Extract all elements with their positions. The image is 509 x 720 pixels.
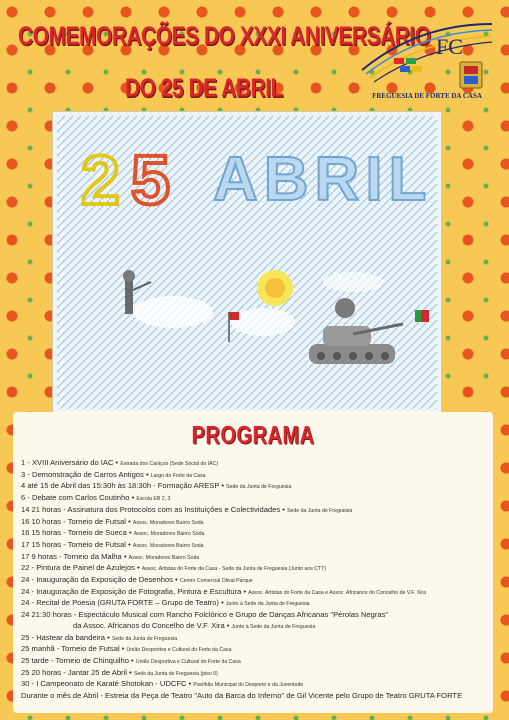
program-item-text: 30 - I Campeonato de Karaté Shotokan - UDCFC <box>21 679 187 689</box>
program-item: 25 20 horas - Jantar 25 de Abril • Sede da Junta de Freguesia (piso 0) <box>21 667 218 677</box>
drawing-number-5: 5 <box>131 141 170 219</box>
program-item: 17 15 horas - Torneio de Futsal • Assoc. Moradores Bairro Soda <box>21 539 204 549</box>
program-item-text: 17 15 horas - Torneio de Futsal <box>21 539 126 549</box>
program-item-location: Sede da Junta de Freguesia (piso 0) <box>133 670 218 677</box>
program-item-text: 17 9 horas - Torneio da Malha <box>21 551 122 561</box>
program-item: 14 21 horas - Assinatura dos Protocolos com as Instituições e Colectividades • Sede da Junta de Freguesia <box>21 504 353 514</box>
program-item-location: Assoc. Moradores Bairro Soda <box>132 519 204 526</box>
program-item-location: União Desportiva e Cultural do Forte da Casa <box>126 647 232 654</box>
program-item: 1 - XVIII Aniversário do IAC • Estrada dos Caniços (Sede Social do IAC) <box>21 458 219 467</box>
logo-initials: FC <box>436 34 463 59</box>
logo-caption: FREGUESIA DE FORTE DA CASA <box>372 92 482 100</box>
program-item-location: Junto à Sede da Junta de Freguesia <box>231 623 316 630</box>
program-item-text: 3 - Demonstração de Carros Antigos <box>21 469 144 479</box>
program-item-location: União Desportiva e Cultural do Forte da Casa <box>135 658 241 665</box>
program-item-text: 24 21:30 horas - Espectáculo Musical com Rancho Folclórico e Grupo de Danças Africanas "Pérolas Negras" <box>21 610 389 620</box>
program-item: 24 - Inauguração da Exposição de Desenhos • Centro Comercial Olival Parque <box>21 575 253 585</box>
program-item-location: Sede da Junta de Freguesia <box>226 484 292 491</box>
program-item-text: 22 - Pintura de Painel de Azulejos <box>21 563 135 573</box>
program-item-text: 16 10 horas - Torneio de Futsal <box>21 516 126 526</box>
program-item-text: 24 - Inauguração da Exposição de Desenhos <box>21 575 173 585</box>
program-item-location: Assoc. Artistas do Forte da Casa e Assoc. Africanos do Concelho de V.F. Xira <box>248 589 426 596</box>
program-item-text: da Assoc. Africanos do Concelho de V.F. Xira <box>73 620 225 630</box>
program-item-text: 25 20 horas - Jantar 25 de Abril <box>21 667 127 677</box>
program-item-location: Escola EB 2, 3 <box>136 496 171 503</box>
program-item: 16 15 horas - Torneio de Sueca • Assoc. Moradores Bairro Soda <box>21 528 205 538</box>
program-item-text: 24 - Inauguração de Exposição de Fotografia, Pintura e Escultura <box>21 586 242 596</box>
program-list <box>21 458 489 702</box>
program-item-text: 25 - Hastear da bandeira <box>21 632 106 642</box>
title-line-1: COMEMORAÇÕES DO XXXI ANIVERSÁRIO <box>18 22 431 51</box>
program-item-location: Junto à Sede da Junta de Freguesia <box>225 601 310 608</box>
program-item: 22 - Pintura de Painel de Azulejos • Assoc. Artistas do Forte da Casa - Sede da Junta de Freguesia (Junto aos CTT) <box>21 563 327 573</box>
program-item-location: Sede da Junta de Freguesia <box>287 507 353 514</box>
program-item: 24 - Recital de Poesia (GRUTA FORTE – Grupo de Teatro) • Junto à Sede da Junta de Freguesia <box>21 598 310 608</box>
program-item <box>21 610 489 621</box>
program-title: PROGRAMA <box>191 422 315 450</box>
program-item-location: Estrada dos Caniços (Sede Social do IAC) <box>120 461 219 467</box>
program-item: 25 - Hastear da bandeira • Sede da Junta de Freguesia <box>21 632 178 642</box>
program-item-location: Assoc. Moradores Bairro Soda <box>128 554 200 561</box>
program-item-text: 24 - Recital de Poesia (GRUTA FORTE – Grupo de Teatro) <box>21 598 219 608</box>
program-item-location: Centro Comercial Olival Parque <box>179 578 253 585</box>
program-item: da Assoc. Africanos do Concelho de V.F. Xira • Junto à Sede da Junta de Freguesia <box>73 620 316 630</box>
program-item-location: Assoc. Moradores Bairro Soda <box>133 531 205 538</box>
program-item: 30 - I Campeonato de Karaté Shotokan - UDCFC • Pavilhão Municipal do Desporto e da Juventude <box>21 679 304 689</box>
program-item-location: Pavilhão Municipal do Desporto e da Juventude <box>193 682 304 689</box>
program-item: 16 10 horas - Torneio de Futsal • Assoc. Moradores Bairro Soda <box>21 516 204 526</box>
program-item-text: 25 tarde - Torneio de Chinquilho <box>21 655 129 665</box>
drawing-word: ABRIL <box>213 145 433 214</box>
program-item-location: Sede da Junta de Freguesia <box>111 635 178 642</box>
program-item: 3 - Demonstração de Carros Antigos • Largo do Forte da Casa <box>21 469 206 479</box>
program-item: 24 - Inauguração de Exposição de Fotografia, Pintura e Escultura • Assoc. Artistas do Forte da Casa e Assoc. Africanos do Concelho de V.F. Xira <box>21 586 426 596</box>
program-item-text: 4 até 15 de Abril das 15:30h às 18:30h - Formação ARESP <box>21 481 220 491</box>
title-line-2: DO 25 DE ABRIL <box>125 74 283 103</box>
program-item-location: Largo do Forte da Casa <box>150 472 206 479</box>
program-item-text: 16 15 horas - Torneio de Sueca <box>21 528 127 538</box>
parish-logo <box>358 18 496 104</box>
logo-graphic <box>358 18 496 92</box>
program-item-text: 1 - XVIII Aniversário do IAC <box>21 458 114 467</box>
program-item <box>21 691 489 702</box>
header <box>0 0 509 110</box>
program-panel <box>13 412 493 713</box>
drawing-number-2: 2 <box>81 141 120 219</box>
program-item-text: 25 manhã - Torneio de Futsal <box>21 644 120 654</box>
program-item: 17 9 horas - Torneio da Malha • Assoc. Moradores Bairro Soda <box>21 551 200 561</box>
program-item-location: Assoc. Moradores Bairro Soda <box>132 542 204 549</box>
program-item-text: 14 21 horas - Assinatura dos Protocolos com as Instituições e Colectividades <box>21 504 281 514</box>
program-item-text: Durante o mês de Abril - Estreia da Peça de Teatro "Auto da Barca do Inferno" de Gil Vicente pelo Grupo de Teatro GRUTA FORTE <box>21 691 463 701</box>
child-drawing <box>52 111 442 414</box>
program-item-text: 6 - Debate com Carlos Coutinho <box>21 493 130 503</box>
program-item: 25 manhã - Torneio de Futsal • União Desportiva e Cultural do Forte da Casa <box>21 644 232 654</box>
program-item: 25 tarde - Torneio de Chinquilho • União Desportiva e Cultural do Forte da Casa <box>21 655 241 665</box>
program-item-location: Assoc. Artistas do Forte da Casa - Sede da Junta de Freguesia (Junto aos CTT) <box>141 566 327 573</box>
program-item: 4 até 15 de Abril das 15:30h às 18:30h - Formação ARESP • Sede da Junta de Freguesia <box>21 481 292 491</box>
program-item: 6 - Debate com Carlos Coutinho • Escola EB 2, 3 <box>21 493 171 503</box>
